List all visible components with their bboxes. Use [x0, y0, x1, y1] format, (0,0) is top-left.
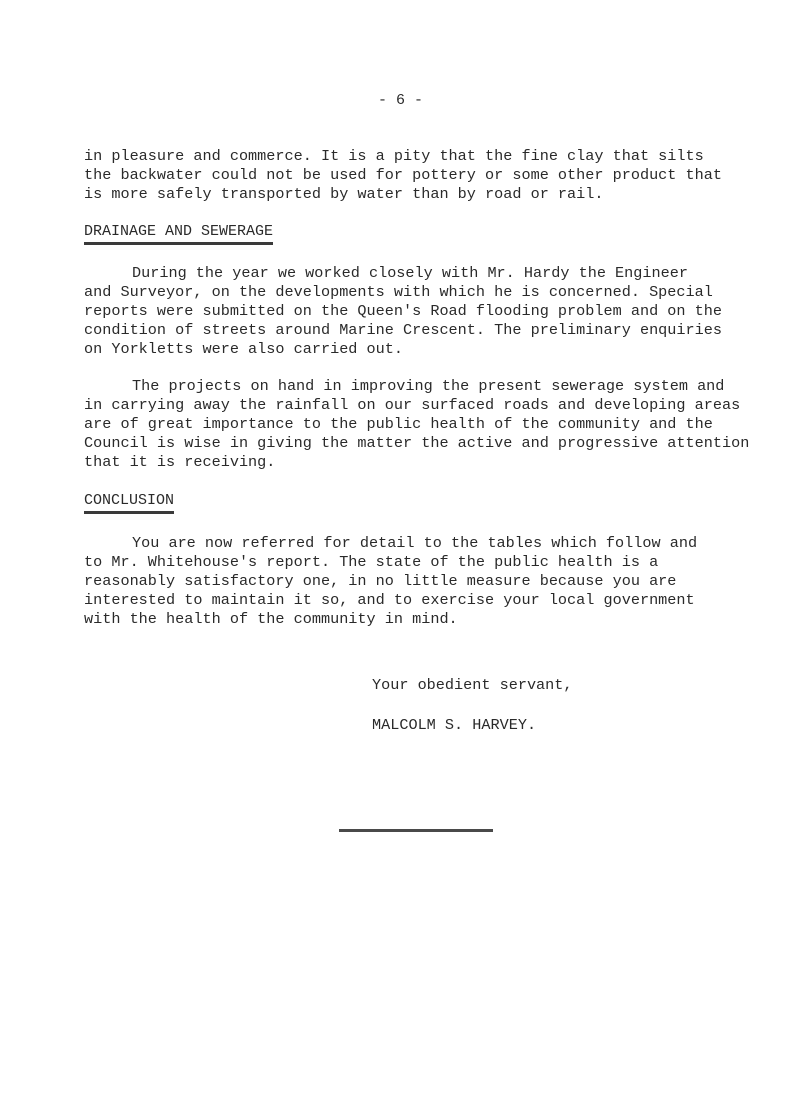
- paragraph-line: that it is receiving.: [84, 453, 276, 471]
- drainage-paragraph-1: [84, 264, 764, 359]
- paragraph-line: The projects on hand in improving the present sewerage system and: [132, 377, 725, 395]
- conclusion-paragraph: [84, 534, 764, 629]
- intro-paragraph: [84, 147, 764, 204]
- intro-line: is more safely transported by water than by road or rail.: [84, 185, 604, 203]
- section-heading-drainage: [84, 222, 273, 245]
- intro-line: the backwater could not be used for pottery or some other product that: [84, 166, 722, 184]
- paragraph-line: condition of streets around Marine Crescent. The preliminary enquiries: [84, 321, 722, 339]
- paragraph-line: Council is wise in giving the matter the active and progressive attention: [84, 434, 750, 452]
- paragraph-line: are of great importance to the public health of the community and the: [84, 415, 713, 433]
- paragraph-line: reasonably satisfactory one, in no little measure because you are: [84, 572, 677, 590]
- heading-underline: [84, 242, 273, 245]
- paragraph-line: You are now referred for detail to the tables which follow and: [132, 534, 698, 552]
- paragraph-line: and Surveyor, on the developments with which he is concerned. Special: [84, 283, 713, 301]
- paragraph-line: reports were submitted on the Queen's Road flooding problem and on the: [84, 302, 722, 320]
- salutation: Your obedient servant,: [372, 676, 573, 694]
- paragraph-line: on Yorkletts were also carried out.: [84, 340, 403, 358]
- paragraph-line: interested to maintain it so, and to exercise your local government: [84, 591, 695, 609]
- drainage-paragraph-2: [84, 377, 764, 472]
- page-number: - 6 -: [377, 92, 423, 109]
- section-heading-text: CONCLUSION: [84, 492, 175, 509]
- paragraph-line: with the health of the community in mind.: [84, 610, 458, 628]
- paragraph-line: to Mr. Whitehouse's report. The state of the public health is a: [84, 553, 659, 571]
- section-heading-conclusion: [84, 491, 174, 514]
- paragraph-line: During the year we worked closely with Mr. Hardy the Engineer: [132, 264, 688, 282]
- paragraph-line: in carrying away the rainfall on our surfaced roads and developing areas: [84, 396, 741, 414]
- signature: MALCOLM S. HARVEY.: [372, 716, 537, 734]
- section-heading-text: DRAINAGE AND SEWERAGE: [84, 223, 274, 240]
- end-rule: [339, 829, 493, 832]
- heading-underline: [84, 511, 174, 514]
- intro-line: in pleasure and commerce. It is a pity that the fine clay that silts: [84, 147, 704, 165]
